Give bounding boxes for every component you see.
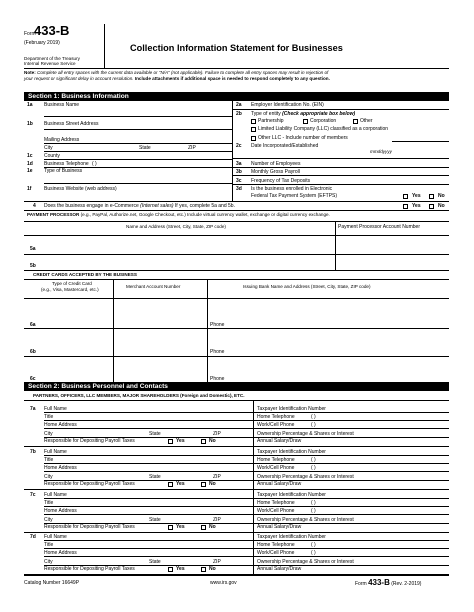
home-telephone-parens: ( ) xyxy=(311,414,316,420)
work-cell-label: Work/Cell Phone xyxy=(257,508,295,514)
line-3a-num: 3a xyxy=(236,161,242,167)
line-1a-num: 1a xyxy=(27,102,33,108)
line-3c-num: 3c xyxy=(236,178,242,184)
cc-col-merchant: Merchant Account Number xyxy=(126,284,181,289)
city-label: City xyxy=(44,559,53,565)
eftps-no-checkbox[interactable] xyxy=(429,194,434,199)
block-7c-num: 7c xyxy=(30,492,36,498)
ownership-label: Ownership Percentage & Shares or Interest xyxy=(257,431,354,437)
payroll-yes-label: Yes xyxy=(176,481,185,487)
full-name-label: Full Name xyxy=(44,492,67,498)
date-incorporated-label: Date Incorporated/Established xyxy=(251,143,319,149)
home-telephone-label: Home Telephone xyxy=(257,457,295,463)
corporation-label: Corporation xyxy=(310,118,337,124)
cc-col-type-1: Type of Credit Card xyxy=(52,281,92,286)
business-telephone-label: Business Telephone xyxy=(44,161,89,167)
row-6b-phone-label: Phone xyxy=(210,349,225,355)
state-label: State xyxy=(149,474,161,480)
dept-line1: Department of the Treasury xyxy=(24,56,80,61)
payroll-yes-label: Yes xyxy=(176,438,185,444)
entity-type-label: Type of entity (Check appropriate box below) xyxy=(251,111,356,117)
line-1b-num: 1b xyxy=(27,121,33,127)
line-3d-num: 3d xyxy=(236,186,242,192)
form-date: (February 2019) xyxy=(24,40,60,46)
row-6c-phone-label: Phone xyxy=(210,376,225,382)
state-label: State xyxy=(149,559,161,565)
home-telephone-parens: ( ) xyxy=(311,457,316,463)
payroll-no-checkbox[interactable] xyxy=(201,482,206,487)
business-name-label: Business Name xyxy=(44,102,80,108)
ecommerce-no-label: No xyxy=(438,203,445,209)
line-1d-num: 1d xyxy=(27,161,33,167)
payroll-no-label: No xyxy=(209,566,216,572)
tin-label: Taxpayer Identification Number xyxy=(257,492,326,498)
row-6c-label: 6c xyxy=(30,376,36,382)
annual-salary-label: Annual Salary/Draw xyxy=(257,438,302,444)
partnership-checkbox[interactable] xyxy=(251,119,256,124)
eftps-label-2: Federal Tax Payment System (EFTPS) xyxy=(251,193,338,199)
block-7d-num: 7d xyxy=(30,534,36,540)
home-address-label: Home Address xyxy=(44,465,77,471)
payroll-no-label: No xyxy=(209,524,216,530)
form-number: 433-B xyxy=(34,23,70,38)
payroll-no-checkbox[interactable] xyxy=(201,439,206,444)
ownership-label: Ownership Percentage & Shares or Interest xyxy=(257,517,354,523)
deposit-frequency-label: Frequency of Tax Deposits xyxy=(251,178,311,184)
payroll-yes-label: Yes xyxy=(176,566,185,572)
home-telephone-parens: ( ) xyxy=(311,500,316,506)
work-cell-parens: ( ) xyxy=(311,465,316,471)
payroll-responsible-label: Responsible for Depositing Payroll Taxes xyxy=(44,438,135,444)
title-label: Title xyxy=(44,414,54,420)
payroll-yes-checkbox[interactable] xyxy=(168,482,173,487)
footer-form-id: Form 433-B (Rev. 2-2019) xyxy=(355,578,422,587)
county-label: County xyxy=(44,153,60,159)
row-6a-label: 6a xyxy=(30,322,36,328)
payroll-no-label: No xyxy=(209,481,216,487)
payroll-responsible-label: Responsible for Depositing Payroll Taxes xyxy=(44,524,135,530)
state-label: State xyxy=(149,517,161,523)
work-cell-parens: ( ) xyxy=(311,422,316,428)
city-label: City xyxy=(44,145,53,151)
city-label: City xyxy=(44,431,53,437)
zip-label: ZIP xyxy=(213,431,221,437)
zip-label: ZIP xyxy=(213,559,221,565)
credit-cards-heading: CREDIT CARDS ACCEPTED BY THE BUSINESS xyxy=(33,272,137,277)
ecommerce-yes-checkbox[interactable] xyxy=(403,204,408,209)
ecommerce-label: Does the business engage in e-Commerce (Internet sales) If yes, complete 5a and 5b. xyxy=(44,203,235,209)
other-label: Other xyxy=(360,118,373,124)
line-3b-num: 3b xyxy=(236,169,242,175)
other-llc-checkbox[interactable] xyxy=(251,136,256,141)
payroll-responsible-label: Responsible for Depositing Payroll Taxes xyxy=(44,566,135,572)
zip-label: ZIP xyxy=(213,517,221,523)
payroll-yes-checkbox[interactable] xyxy=(168,525,173,530)
full-name-label: Full Name xyxy=(44,449,67,455)
payroll-yes-label: Yes xyxy=(176,524,185,530)
annual-salary-label: Annual Salary/Draw xyxy=(257,566,302,572)
other-checkbox[interactable] xyxy=(353,119,358,124)
zip-label: ZIP xyxy=(213,474,221,480)
work-cell-label: Work/Cell Phone xyxy=(257,422,295,428)
annual-salary-label: Annual Salary/Draw xyxy=(257,524,302,530)
work-cell-parens: ( ) xyxy=(311,508,316,514)
payroll-yes-checkbox[interactable] xyxy=(168,567,173,572)
line-2a-num: 2a xyxy=(236,102,242,108)
title-label: Title xyxy=(44,542,54,548)
payroll-responsible-label: Responsible for Depositing Payroll Taxes xyxy=(44,481,135,487)
date-format-hint: mmddyyyy xyxy=(370,149,392,154)
ownership-label: Ownership Percentage & Shares or Interest xyxy=(257,474,354,480)
eftps-label-1: Is the business enrolled in Electronic xyxy=(251,186,333,192)
home-telephone-label: Home Telephone xyxy=(257,542,295,548)
home-address-label: Home Address xyxy=(44,550,77,556)
state-label: State xyxy=(149,431,161,437)
ecommerce-yes-label: Yes xyxy=(412,203,421,209)
llc-corp-checkbox[interactable] xyxy=(251,127,256,132)
block-7a-num: 7a xyxy=(30,406,36,412)
home-address-label: Home Address xyxy=(44,508,77,514)
tin-label: Taxpayer Identification Number xyxy=(257,449,326,455)
section2-subtitle: PARTNERS, OFFICERS, LLC MEMBERS, MAJOR SHAREHOLDERS (Foreign and Domestic), ETC. xyxy=(33,393,245,398)
work-cell-label: Work/Cell Phone xyxy=(257,465,295,471)
title-label: Title xyxy=(44,500,54,506)
dept-line2: Internal Revenue Service xyxy=(24,61,76,66)
ecommerce-no-checkbox[interactable] xyxy=(429,204,434,209)
home-address-label: Home Address xyxy=(44,422,77,428)
home-telephone-label: Home Telephone xyxy=(257,414,295,420)
row-5b-label: 5b xyxy=(30,263,36,269)
payroll-no-checkbox[interactable] xyxy=(201,567,206,572)
number-employees-label: Number of Employees xyxy=(251,161,301,167)
annual-salary-label: Annual Salary/Draw xyxy=(257,481,302,487)
cc-col-type-2: (e.g., Visa, Mastercard, etc.) xyxy=(41,287,99,292)
tin-label: Taxpayer Identification Number xyxy=(257,406,326,412)
section1-title: Section 1: Business Information xyxy=(24,92,449,101)
irs-website: www.irs.gov xyxy=(210,580,237,586)
home-telephone-label: Home Telephone xyxy=(257,500,295,506)
payment-processor-heading: PAYMENT PROCESSOR (e.g., PayPal, Authorize.net, Google Checkout, etc.) Include virtual currency wallet, exchange or digital currency exchange. xyxy=(27,212,330,217)
eftps-yes-checkbox[interactable] xyxy=(403,194,408,199)
line-1e-num: 1e xyxy=(27,168,33,174)
telephone-parens: ( ) xyxy=(92,161,97,167)
work-cell-parens: ( ) xyxy=(311,550,316,556)
home-telephone-parens: ( ) xyxy=(311,542,316,548)
type-of-business-label: Type of Business xyxy=(44,168,83,174)
eftps-no-label: No xyxy=(438,193,445,199)
block-7b-num: 7b xyxy=(30,449,36,455)
line-4-num: 4 xyxy=(33,203,36,209)
zip-label: ZIP xyxy=(188,145,196,151)
tin-label: Taxpayer Identification Number xyxy=(257,534,326,540)
payroll-yes-checkbox[interactable] xyxy=(168,439,173,444)
line-1c-num: 1c xyxy=(27,153,33,159)
eftps-yes-label: Yes xyxy=(412,193,421,199)
catalog-number: Catalog Number 16649P xyxy=(24,580,80,586)
corporation-checkbox[interactable] xyxy=(303,119,308,124)
payroll-no-checkbox[interactable] xyxy=(201,525,206,530)
line-2b-num: 2b xyxy=(236,111,242,117)
page-title: Collection Information Statement for Businesses xyxy=(130,43,343,53)
line-2c-num: 2c xyxy=(236,143,242,149)
ownership-label: Ownership Percentage & Shares or Interest xyxy=(257,559,354,565)
work-cell-label: Work/Cell Phone xyxy=(257,550,295,556)
note: Note: Complete all entry spaces with the current data available or "N/A" (not applicable). Failure to complete all entry spaces may result in rejection of your request or significant delay in account resolution. Include attachments if additional space is needed to respond completely to any question. xyxy=(24,70,330,81)
line-1f-num: 1f xyxy=(27,186,32,192)
title-label: Title xyxy=(44,457,54,463)
form-label: Form xyxy=(24,31,36,37)
full-name-label: Full Name xyxy=(44,534,67,540)
state-label: State xyxy=(139,145,151,151)
pp-col-name-address: Name and Address (Street, City, State, ZIP code) xyxy=(126,224,226,229)
pp-col-account: Payment Processor Account Number xyxy=(338,224,420,230)
city-label: City xyxy=(44,517,53,523)
mailing-address-label: Mailing Address xyxy=(44,137,80,143)
cc-col-bank: Issuing Bank Name and Address (Street, City, State, ZIP code) xyxy=(243,284,371,289)
full-name-label: Full Name xyxy=(44,406,67,412)
payroll-no-label: No xyxy=(209,438,216,444)
monthly-payroll-label: Monthly Gross Payroll xyxy=(251,169,300,175)
section2-title: Section 2: Business Personnel and Contacts xyxy=(24,382,449,391)
row-6a-phone-label: Phone xyxy=(210,322,225,328)
business-website-label: Business Website (web address) xyxy=(44,186,117,192)
other-llc-label: Other LLC - Include number of members xyxy=(258,135,348,141)
partnership-label: Partnership xyxy=(258,118,284,124)
ein-label: Employer Identification No. (EIN) xyxy=(251,102,324,108)
row-6b-label: 6b xyxy=(30,349,36,355)
city-label: City xyxy=(44,474,53,480)
llc-corp-label: Limited Liability Company (LLC) classified as a corporation xyxy=(258,126,389,132)
row-5a-label: 5a xyxy=(30,246,36,252)
business-address-label: Business Street Address xyxy=(44,121,99,127)
